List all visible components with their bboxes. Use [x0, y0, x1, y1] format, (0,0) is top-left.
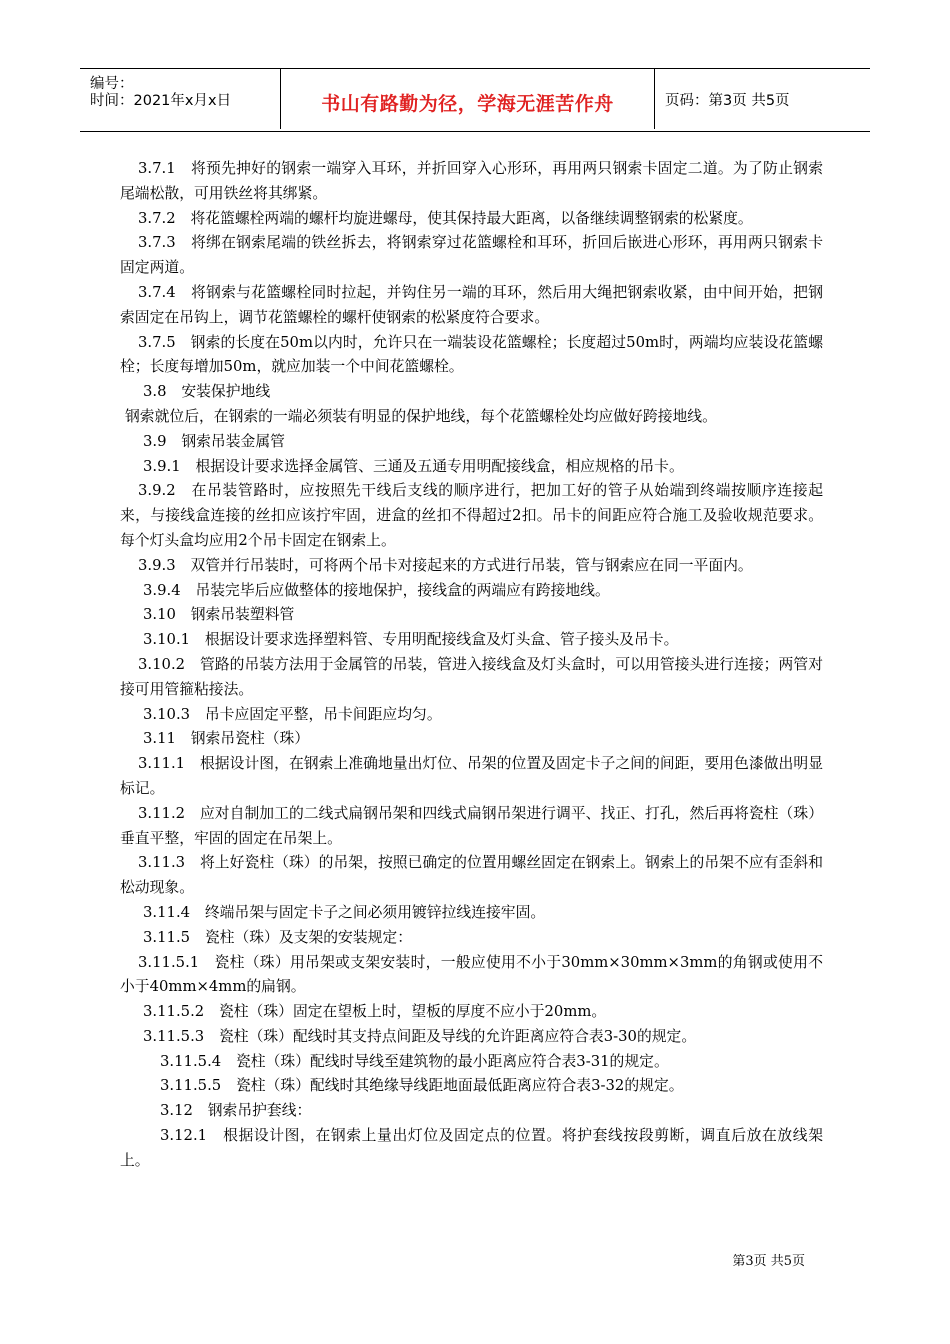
- document-body: [120, 157, 823, 1174]
- section-heading-3-12: 3.12 钢索吊护套线：: [160, 1102, 312, 1120]
- paragraph-3-9-4: 3.9.4 吊装完毕后应做整体的接地保护，接线盒的两端应有跨接地线。: [143, 581, 610, 599]
- document-time: 时间：2021年x月x日: [90, 93, 232, 109]
- paragraph-3-9-3: 3.9.3 双管并行吊装时，可将两个吊卡对接起来的方式进行吊装，管与钢索应在同一平面内。: [138, 556, 753, 574]
- header-motto: 书山有路勤为径，学海无涯苦作舟: [321, 93, 614, 115]
- paragraph-3-8-body: 钢索就位后，在钢索的一端必须装有明显的保护地线，每个花篮螺栓处均应做好跨接地线。: [125, 407, 717, 425]
- paragraph-3-10-1: 3.10.1 根据设计要求选择塑料管、专用明配接线盒及灯头盒、管子接头及吊卡。: [143, 631, 679, 649]
- paragraph-3-11-5-5: 3.11.5.5 瓷柱（珠）配线时其绝缘导线距地面最低距离应符合表3-32的规定。: [160, 1077, 684, 1095]
- section-heading-3-8: 3.8 安装保护地线: [143, 383, 271, 401]
- paragraph-3-7-2: 3.7.2 将花篮螺栓两端的螺杆均旋进螺母，使其保持最大距离，以备继续调整钢索的松紧度。: [138, 209, 753, 227]
- paragraph-3-11-5-3: 3.11.5.3 瓷柱（珠）配线时其支持点间距及导线的允许距离应符合表3-30的规定。: [143, 1027, 697, 1045]
- header-right-cell: [655, 69, 870, 129]
- paragraph-3-11-4: 3.11.4 终端吊架与固定卡子之间必须用镀锌拉线连接牢固。: [143, 903, 546, 921]
- document-code-label: 编号：: [90, 76, 134, 92]
- paragraph-3-9-2: 3.9.2 在吊装管路时，应按照先干线后支线的顺序进行，把加工好的管子从始端到终端按顺序连接起来，与接线盒连接的丝扣应该拧牢固，进盒的丝扣不得超过2扣。吊卡的间距应符合施工及验收规范要求。每个灯头盒均应用2个吊卡固定在钢索上。: [120, 482, 823, 549]
- header-page-number: 页码：第3页 共5页: [665, 93, 790, 109]
- paragraph-3-11-5-1: 3.11.5.1 瓷柱（珠）用吊架或支架安装时，一般应使用不小于30mm×30mm×3mm的角钢或使用不小于40mm×4mm的扁钢。: [120, 953, 823, 996]
- paragraph-3-9-1: 3.9.1 根据设计要求选择金属管、三通及五通专用明配接线盒，相应规格的吊卡。: [143, 457, 684, 475]
- paragraph-3-11-5-2: 3.11.5.2 瓷柱（珠）固定在望板上时，望板的厚度不应小于20mm。: [143, 1003, 607, 1021]
- paragraph-3-7-4: 3.7.4 将钢索与花篮螺栓同时拉起，并钩住另一端的耳环，然后用大绳把钢索收紧，由中间开始，把钢索固定在吊钩上，调节花篮螺栓的螺杆使钢索的松紧度符合要求。: [120, 283, 823, 326]
- paragraph-3-7-5: 3.7.5 钢索的长度在50m以内时，允许只在一端装设花篮螺栓；长度超过50m时，两端均应装设花篮螺栓；长度每增加50m，就应加装一个中间花篮螺栓。: [120, 333, 823, 376]
- section-heading-3-9: 3.9 钢索吊装金属管: [143, 432, 285, 450]
- paragraph-3-11-5-4: 3.11.5.4 瓷柱（珠）配线时导线至建筑物的最小距离应符合表3-31的规定。: [160, 1052, 669, 1070]
- page-footer-number: 第3页 共5页: [732, 1254, 805, 1269]
- header-middle-cell: [281, 69, 655, 129]
- paragraph-3-7-1: 3.7.1 将预先抻好的钢索一端穿入耳环，并折回穿入心形环，再用两只钢索卡固定二道。为了防止钢索尾端松散，可用铁丝将其绑紧。: [120, 160, 823, 202]
- paragraph-3-10-2: 3.10.2 管路的吊装方法用于金属管的吊装，管进入接线盒及灯头盒时，可以用管接头进行连接；两管对接可用管箍粘接法。: [120, 655, 823, 698]
- paragraph-3-12-1: 3.12.1 根据设计图，在钢索上量出灯位及固定点的位置。将护套线按段剪断，调直后放在放线架上。: [120, 1127, 823, 1169]
- paragraph-3-7-3: 3.7.3 将绑在钢索尾端的铁丝拆去，将钢索穿过花篮螺栓和耳环，折回后嵌进心形环，再用两只钢索卡固定两道。: [120, 234, 823, 277]
- page-header: [80, 68, 870, 132]
- section-heading-3-11: 3.11 钢索吊瓷柱（珠）: [143, 730, 310, 748]
- paragraph-3-11-5: 3.11.5 瓷柱（珠）及支架的安装规定：: [143, 928, 413, 946]
- paragraph-3-11-2: 3.11.2 应对自制加工的二线式扁钢吊架和四线式扁钢吊架进行调平、找正、打孔，然后再将瓷柱（珠）垂直平整，牢固的固定在吊架上。: [120, 804, 823, 847]
- paragraph-3-11-1: 3.11.1 根据设计图，在钢索上准确地量出灯位、吊架的位置及固定卡子之间的间距，要用色漆做出明显标记。: [120, 755, 823, 797]
- section-heading-3-10: 3.10 钢索吊装塑料管: [143, 606, 295, 624]
- header-left-cell: [80, 69, 281, 129]
- paragraph-3-10-3: 3.10.3 吊卡应固定平整，吊卡间距应均匀。: [143, 705, 442, 723]
- paragraph-3-11-3: 3.11.3 将上好瓷柱（珠）的吊架，按照已确定的位置用螺丝固定在钢索上。钢索上的吊架不应有歪斜和松动现象。: [120, 854, 823, 897]
